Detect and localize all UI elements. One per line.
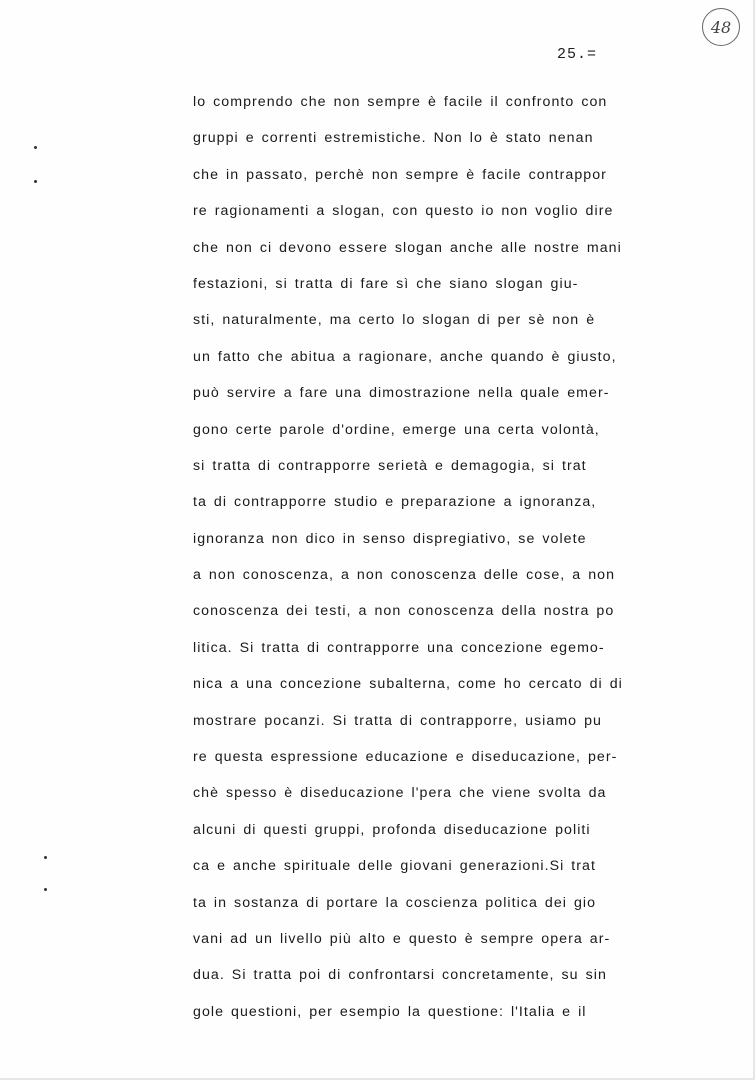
text-line: lo comprendo che non sempre è facile il confronto con xyxy=(193,94,608,110)
text-line: mostrare pocanzi. Si tratta di contrapporre, usiamo pu xyxy=(193,712,602,729)
text-line: chè spesso è diseducazione l'pera che viene svolta da xyxy=(193,785,607,802)
margin-mark xyxy=(44,856,47,859)
text-line: conoscenza dei testi, a non conoscenza della nostra po xyxy=(193,603,615,620)
typed-text-body xyxy=(193,90,733,1036)
text-line: gono certe parole d'ordine, emerge una certa volontà, xyxy=(193,421,600,438)
text-line: re questa espressione educazione e diseducazione, per- xyxy=(193,749,618,766)
page-number: 25.= xyxy=(557,46,598,63)
text-line: gole questioni, per esempio la questione: l'Italia e il xyxy=(193,1003,587,1020)
text-line: sti, naturalmente, ma certo lo slogan di per sè non è xyxy=(193,312,596,329)
text-line: può servire a fare una dimostrazione nella quale emer- xyxy=(193,385,610,402)
text-line: che non ci devono essere slogan anche alle nostre mani xyxy=(193,239,622,256)
text-line: che in passato, perchè non sempre è facile contrappor xyxy=(193,166,607,183)
text-line: ignoranza non dico in senso dispregiativo, se volete xyxy=(193,530,587,547)
folio-stamp xyxy=(702,8,740,46)
text-line: vani ad un livello più alto e questo è sempre opera ar- xyxy=(193,930,611,947)
text-line: dua. Si tratta poi di confrontarsi concretamente, su sin xyxy=(193,967,607,984)
margin-mark xyxy=(44,888,47,891)
text-line: ta in sostanza di portare la coscienza politica dei gio xyxy=(193,894,597,911)
text-line: re ragionamenti a slogan, con questo io non voglio dire xyxy=(193,203,614,220)
margin-mark xyxy=(34,146,37,149)
text-line: un fatto che abitua a ragionare, anche quando è giusto, xyxy=(193,348,617,365)
text-line: festazioni, si tratta di fare sì che siano slogan giu- xyxy=(193,275,579,292)
text-line: litica. Si tratta di contrapporre una concezione egemo- xyxy=(193,639,605,656)
folio-number: 48 xyxy=(710,17,732,37)
text-line: ta di contrapporre studio e preparazione a ignoranza, xyxy=(193,494,597,511)
text-line: gruppi e correnti estremistiche. Non lo è stato nenan xyxy=(193,130,594,147)
text-line: alcuni di questi gruppi, profonda diseducazione politi xyxy=(193,821,591,838)
margin-mark xyxy=(34,180,37,183)
text-line: nica a una concezione subalterna, come ho cercato di di xyxy=(193,676,623,693)
text-line: a non conoscenza, a non conoscenza delle cose, a non xyxy=(193,567,616,584)
text-line: si tratta di contrapporre serietà e demagogia, si trat xyxy=(193,457,587,474)
text-line: ca e anche spirituale delle giovani generazioni.Si trat xyxy=(193,858,596,875)
